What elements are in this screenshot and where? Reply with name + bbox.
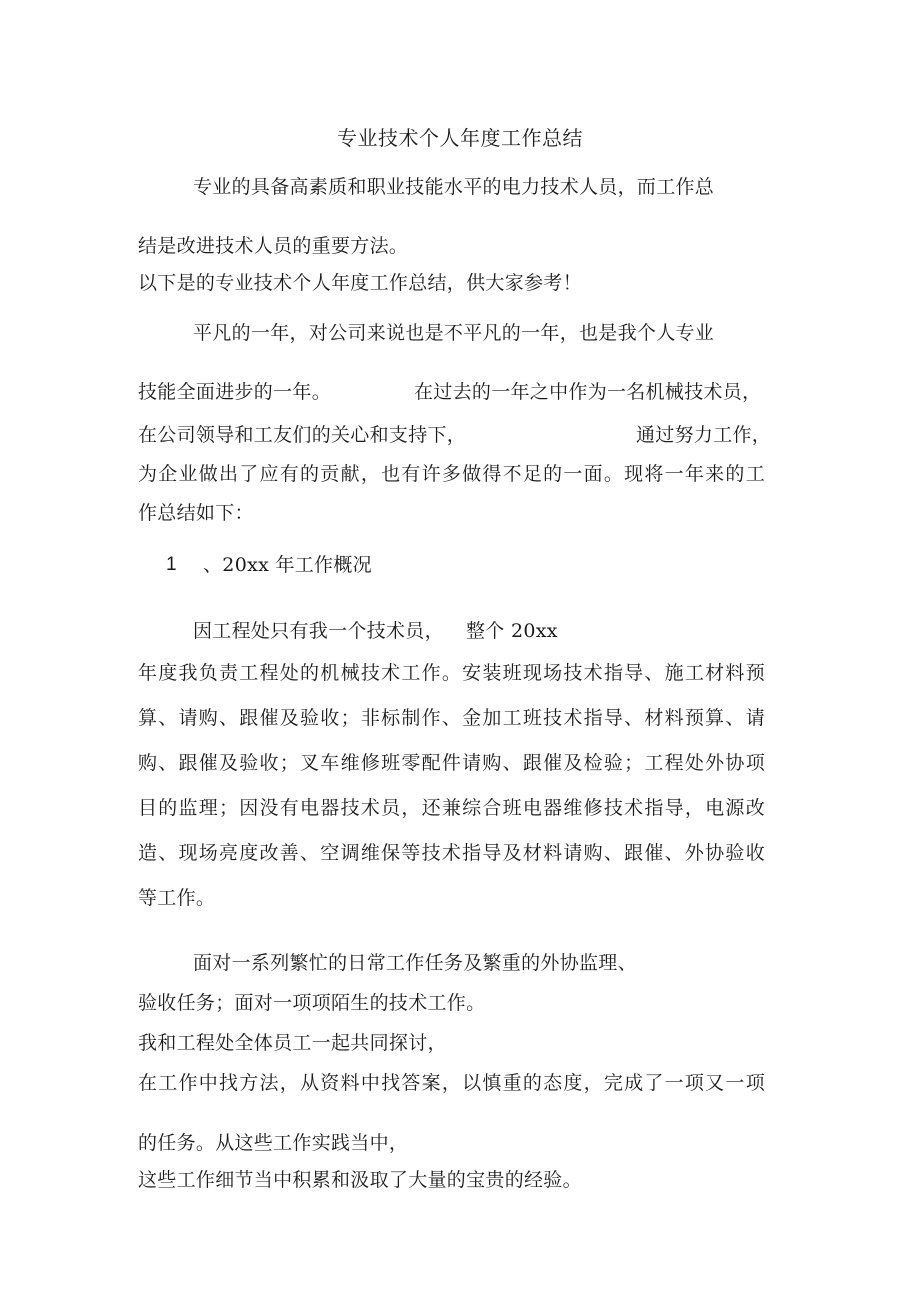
para3-line-1: 面对一系列繁忙的日常工作任务及繁重的外协监理、 [193,952,637,974]
para2-line-6: 造、现场亮度改善、空调维保等技术指导及材料请购、跟催、外协验收 [138,842,765,864]
para2-line-2: 年度我负责工程处的机械技术工作。安装班现场技术指导、施工材料预 [138,662,765,684]
section1-number: 1 [166,554,177,575]
para2-line-4: 购、跟催及验收；叉车维修班零配件请购、跟催及检验；工程处外协项 [138,752,765,774]
para3-line-5: 的任务。从这些工作实践当中， [138,1132,409,1154]
para2-line-7: 等工作。 [138,887,216,909]
document-title: 专业技术个人年度工作总结 [337,126,583,150]
para1-line-3b: 通过努力工作， [636,424,772,446]
para2-line-1a: 因工程处只有我一个技术员， [193,620,444,642]
para1-line-3a: 在公司领导和工友们的关心和支持下， [138,424,467,446]
para3-line-6: 这些工作细节当中积累和汲取了大量的宝贵的经验。 [138,1169,582,1191]
para2-line-3: 算、请购、跟催及验收；非标制作、金加工班技术指导、材料预算、请 [138,707,765,729]
intro-line-3: 以下是的专业技术个人年度工作总结，供大家参考！ [138,272,582,294]
para3-line-3: 我和工程处全体员工一起共同探讨， [138,1032,447,1054]
para2-line-1b: 整个 20xx [466,620,558,642]
section1-heading: 、20xx 年工作概况 [203,554,372,576]
para1-line-2a: 技能全面进步的一年。 [138,381,332,403]
para2-line-5: 目的监理；因没有电器技术员，还兼综合班电器维修技术指导，电源改 [138,797,765,819]
intro-line-2: 结是改进技术人员的重要方法。 [138,235,409,257]
para1-line-1: 平凡的一年，对公司来说也是不平凡的一年，也是我个人专业 [193,322,715,344]
para1-line-4: 为企业做出了应有的贡献，也有许多做得不足的一面。现将一年来的工 [138,463,765,485]
intro-line-1: 专业的具备高素质和职业技能水平的电力技术人员，而工作总 [193,176,715,198]
para3-line-4: 在工作中找方法，从资料中找答案，以慎重的态度，完成了一项又一项 [138,1072,765,1094]
para1-line-5: 作总结如下： [138,502,254,524]
para1-line-2b: 在过去的一年之中作为一名机械技术员， [414,381,762,403]
para3-line-2: 验收任务；面对一项项陌生的技术工作。 [138,992,486,1014]
